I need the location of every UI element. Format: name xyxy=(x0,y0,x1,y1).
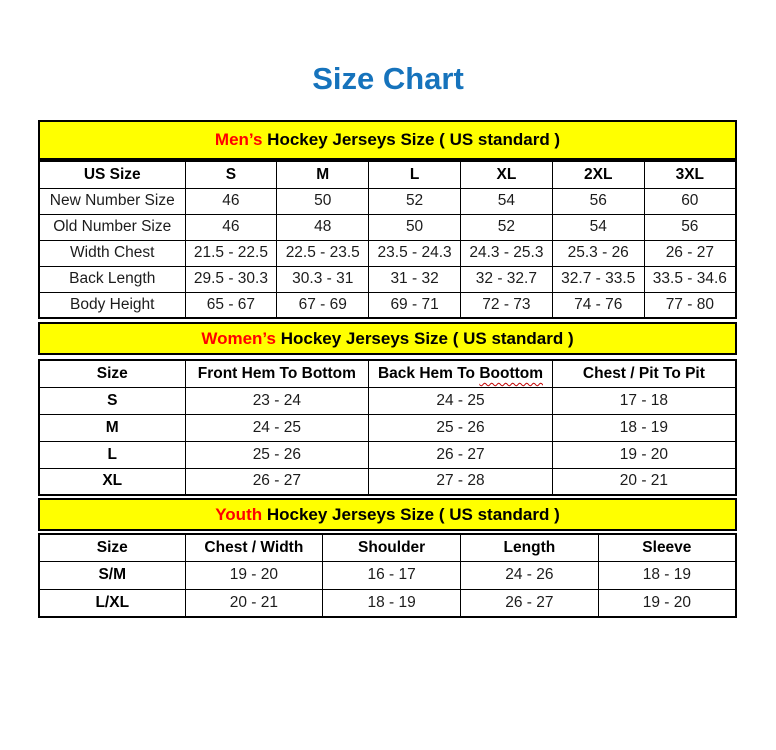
table-cell: 52 xyxy=(460,214,552,240)
table-cell: 50 xyxy=(277,188,369,214)
page xyxy=(0,58,776,750)
header-row xyxy=(39,534,736,561)
column-header: Sleeve xyxy=(598,534,736,561)
table-cell: 20 - 21 xyxy=(185,589,323,617)
row-label: L xyxy=(39,441,185,468)
header-row xyxy=(39,161,736,188)
table-cell: 56 xyxy=(644,214,736,240)
section-youth xyxy=(38,498,737,618)
table-cell: 25.3 - 26 xyxy=(552,240,644,266)
banner-text: Hockey Jerseys Size ( US standard ) xyxy=(275,328,574,348)
table-cell: 48 xyxy=(277,214,369,240)
table-cell: 52 xyxy=(369,188,461,214)
table-cell: 26 - 27 xyxy=(369,441,553,468)
column-header: 2XL xyxy=(552,161,644,188)
banner-accent: Youth xyxy=(215,504,263,524)
table-body xyxy=(39,387,736,495)
table-row xyxy=(39,468,736,495)
table-body xyxy=(39,188,736,318)
table-row xyxy=(39,441,736,468)
column-header: XL xyxy=(460,161,552,188)
mens-banner xyxy=(38,120,737,160)
table-row xyxy=(39,240,736,266)
table-row xyxy=(39,387,736,414)
column-header: US Size xyxy=(39,161,185,188)
table-row xyxy=(39,561,736,589)
table-cell: 60 xyxy=(644,188,736,214)
column-header: Shoulder xyxy=(323,534,461,561)
table-cell: 24 - 25 xyxy=(369,387,553,414)
table-cell: 19 - 20 xyxy=(552,441,736,468)
row-label: M xyxy=(39,414,185,441)
column-header: Chest / Pit To Pit xyxy=(552,360,736,387)
table-cell: 74 - 76 xyxy=(552,292,644,318)
row-label: Old Number Size xyxy=(39,214,185,240)
mens-table xyxy=(38,160,737,319)
column-header: Front Hem To Bottom xyxy=(185,360,369,387)
page-title: Size Chart xyxy=(312,61,464,96)
row-label: S/M xyxy=(39,561,185,589)
table-cell: 16 - 17 xyxy=(323,561,461,589)
table-cell: 23 - 24 xyxy=(185,387,369,414)
row-label: XL xyxy=(39,468,185,495)
column-header: Size xyxy=(39,534,185,561)
size-chart xyxy=(38,120,737,618)
table-cell: 24 - 26 xyxy=(461,561,599,589)
table-cell: 27 - 28 xyxy=(369,468,553,495)
row-label: Back Length xyxy=(39,266,185,292)
womens-table xyxy=(38,359,737,496)
row-label: New Number Size xyxy=(39,188,185,214)
table-cell: 33.5 - 34.6 xyxy=(644,266,736,292)
column-header: Chest / Width xyxy=(185,534,323,561)
table-cell: 77 - 80 xyxy=(644,292,736,318)
table-row xyxy=(39,589,736,617)
column-header: Size xyxy=(39,360,185,387)
youth-banner xyxy=(38,498,737,531)
banner-text: Hockey Jerseys Size ( US standard ) xyxy=(262,504,560,524)
table-cell: 67 - 69 xyxy=(277,292,369,318)
table-head xyxy=(39,360,736,387)
table-head xyxy=(39,534,736,561)
table-cell: 26 - 27 xyxy=(185,468,369,495)
table-cell: 25 - 26 xyxy=(369,414,553,441)
table-cell: 65 - 67 xyxy=(185,292,277,318)
table-row xyxy=(39,414,736,441)
table-cell: 56 xyxy=(552,188,644,214)
table-cell: 69 - 71 xyxy=(369,292,461,318)
table-cell: 19 - 20 xyxy=(598,589,736,617)
table-cell: 24.3 - 25.3 xyxy=(460,240,552,266)
table-cell: 19 - 20 xyxy=(185,561,323,589)
table-cell: 31 - 32 xyxy=(369,266,461,292)
table-cell: 20 - 21 xyxy=(552,468,736,495)
table-cell: 50 xyxy=(369,214,461,240)
table-cell: 54 xyxy=(460,188,552,214)
table-cell: 26 - 27 xyxy=(644,240,736,266)
table-cell: 24 - 25 xyxy=(185,414,369,441)
section-mens xyxy=(38,120,737,319)
column-header: L xyxy=(369,161,461,188)
table-cell: 26 - 27 xyxy=(461,589,599,617)
row-label: Body Height xyxy=(39,292,185,318)
row-label: S xyxy=(39,387,185,414)
table-cell: 18 - 19 xyxy=(323,589,461,617)
table-cell: 21.5 - 22.5 xyxy=(185,240,277,266)
table-cell: 72 - 73 xyxy=(460,292,552,318)
table-cell: 18 - 19 xyxy=(552,414,736,441)
table-cell: 54 xyxy=(552,214,644,240)
banner-accent: Men’s xyxy=(214,130,263,149)
table-head xyxy=(39,161,736,188)
table-cell: 25 - 26 xyxy=(185,441,369,468)
table-cell: 22.5 - 23.5 xyxy=(277,240,369,266)
misspelled-word: Boottom xyxy=(479,364,544,382)
section-womens xyxy=(38,322,737,496)
banner-text: Hockey Jerseys Size ( US standard ) xyxy=(262,130,561,149)
column-header: Length xyxy=(461,534,599,561)
header-row xyxy=(39,360,736,387)
table-cell: 32 - 32.7 xyxy=(460,266,552,292)
table-cell: 23.5 - 24.3 xyxy=(369,240,461,266)
row-label: L/XL xyxy=(39,589,185,617)
table-cell: 17 - 18 xyxy=(552,387,736,414)
womens-banner xyxy=(38,322,737,355)
table-cell: 32.7 - 33.5 xyxy=(552,266,644,292)
table-cell: 29.5 - 30.3 xyxy=(185,266,277,292)
table-row xyxy=(39,188,736,214)
table-cell: 46 xyxy=(185,214,277,240)
column-header: S xyxy=(185,161,277,188)
table-row xyxy=(39,266,736,292)
table-cell: 46 xyxy=(185,188,277,214)
row-label: Width Chest xyxy=(39,240,185,266)
column-header: Back Hem To Boottom xyxy=(369,360,553,387)
table-body xyxy=(39,561,736,617)
table-cell: 30.3 - 31 xyxy=(277,266,369,292)
table-row xyxy=(39,214,736,240)
column-header: 3XL xyxy=(644,161,736,188)
youth-table xyxy=(38,533,737,618)
table-row xyxy=(39,292,736,318)
banner-accent: Women’s xyxy=(201,328,276,348)
table-cell: 18 - 19 xyxy=(598,561,736,589)
column-header: M xyxy=(277,161,369,188)
